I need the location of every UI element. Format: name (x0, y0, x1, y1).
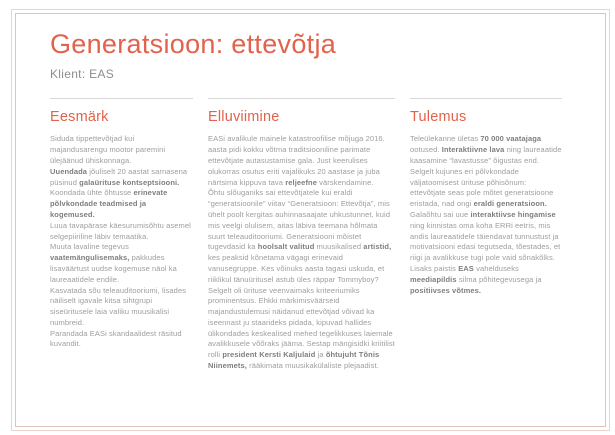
paragraph: Kasvatada sõu teleauditooriumi, lisades näiliselt igavale kitsa sihtgrupi siseüritusele laia valiku muusikalisi numbreid. (50, 285, 187, 327)
column-eesmark (50, 98, 193, 372)
column-body (208, 134, 395, 372)
column-heading: Eesmärk (50, 109, 109, 126)
paragraph: Õhtu slõuganiks sai ettevõtjatele kui eraldi “generatsioonile” viitav “Generatsioon: Ettevõtja”, mis ühelt poolt kergitas auhinnasaajate uhkustunnet, kuid mis veelgi olulisem, aitas läbiva teemana hõlmata suurt teleauditooriumi. Generatsiooni mõistet tugevdasid ka hoolsalt valitud muusikalised artistid, kes peaksid kõnetama vägagi erinevaid vanusegruppe. Kes võinuks aasta tagasi uskuda, et riiklikul tänuüritusel astub üles räppar Tommyboy? (208, 188, 392, 284)
paragraph: Parandada EASi skandaalidest räsitud kuvandit. (50, 328, 182, 349)
slide-content (50, 30, 564, 372)
paragraph: Luua tavapärase käesurumisõhtu asemel selgepiiriline läbiv temaatika. (50, 220, 191, 241)
paragraph: Selgelt oli ürituse veenvaimaks kriteeriumiks prominentsus. Ehkki märkimisväärseid majandustulemusi näidanud ettevõtjad võivad ka iseennast ju staarideks pidada, kipuvad hallides ülikondades keskealised mehed tegelikkuses laiemale avalikkusele võõraks jääma. Sestap mängisidki kriitilist rolli president Kersti Kaljulaid ja õhtujuht Tõnis Niinemets, rääkimata muusikakülaliste plejaadist. (208, 285, 395, 371)
paragraph: Uuendada jõuliselt 20 aastat sarnasena püsinud galaürituse kontseptsiooni. (50, 166, 188, 187)
column-heading: Elluviimine (208, 109, 280, 126)
paragraph: EASi avalikule mainele katastroofilise mõjuga 2016. aasta pidi kokku võtma traditsiooniline parimate ettevõtjate autasustamise gala. Just keerulises olukorras osutus eriti vajalikuks 20 aastase ja juba närtsima kippuva tava reljeefne värskendamine. (208, 134, 385, 187)
column-heading: Tulemus (410, 109, 467, 126)
paragraph: Muuta lavaline tegevus vaatemängulisemaks, pakkudes lisaväärtust uudse kogemuse näol ka laureaatidele endile. (50, 242, 177, 284)
client-label: Klient: EAS (50, 67, 114, 82)
paragraph: Galaõhtu sai uue interaktiivse hingamise ning kinnistas oma koha ERRi eetris, mis andis laureaatidele täiendavat tunnustust ja motivatsiooni edasi tegutseda, tõestades, et riigi ja avalikkuse tugi pole vaid sõnakõlks. Lisaks paistis EAS vahelduseks meediapildis silma põhitegevusega ja positiivses võtmes. (410, 209, 561, 295)
column-body (50, 134, 193, 350)
column-body (410, 134, 562, 296)
paragraph: Siduda tippettevõtjad kui majandusarengu mootor paremini ülejäänud ühiskonnaga. (50, 134, 166, 165)
columns-grid (50, 98, 564, 372)
column-tulemus (410, 98, 562, 372)
column-elluviimine (208, 98, 395, 372)
page-title: Generatsioon: ettevõtja (50, 29, 337, 59)
paragraph: Koondada ühte õhtusse erinevate põlvkondade teadmised ja kogemused. (50, 188, 168, 219)
paragraph: Teleülekanne ületas 70 000 vaatajaga ootused. Interaktiivne lava ning laureaatide kaasamine “lavastusse” õigustas end. Selgelt kujunes eri põlvkondade väljatoomisest ürituse põhisõnum: ettevõtjate seas pole mõtet generatsioone eristada, nad ongi eraldi generatsioon. (410, 134, 562, 209)
